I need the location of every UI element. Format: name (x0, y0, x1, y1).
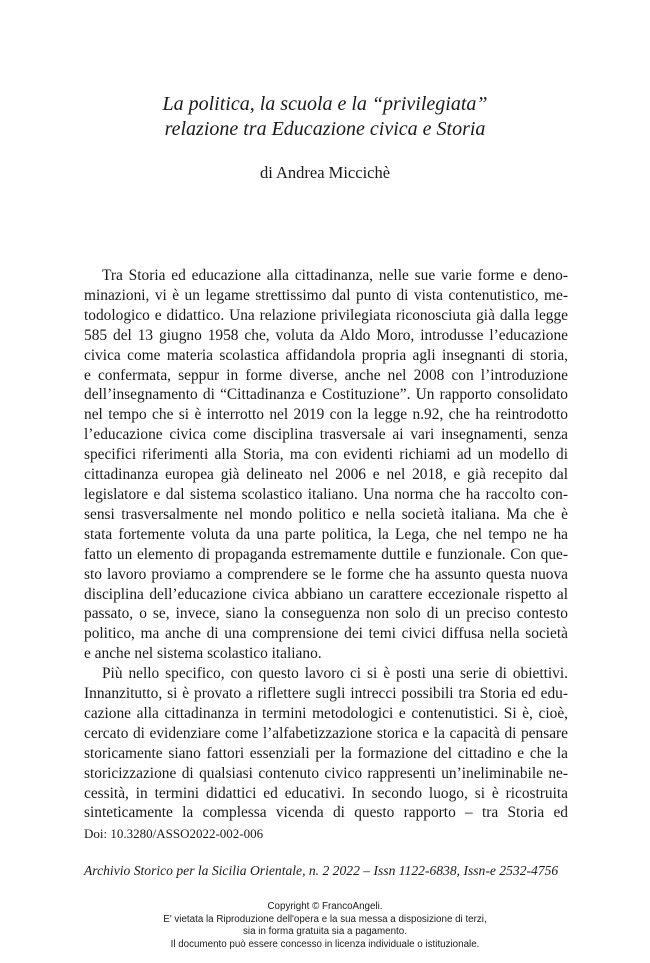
body-line: politico, ma anche di una comprensione dei temi civici diffusa nella società (84, 625, 568, 643)
body-line: sinteticamente la complessa vicenda di questo rapporto – tra Storia ed (84, 804, 568, 822)
body-line: storicizzazione di qualsiasi contenuto civico rappresenti un’ineliminabile ne- (84, 764, 568, 782)
copyright-line-1: Copyright © FrancoAngeli. (267, 901, 383, 912)
body-line: sto lavoro proviamo a comprendere se le forme che ha assunto questa nuova (84, 565, 568, 583)
doi-reference: Doi: 10.3280/ASSO2022-002-006 (84, 826, 264, 841)
journal-citation: Archivio Storico per la Sicilia Orientale, n. 2 2022 – Issn 1122-6838, Issn-e 2532-4756 (84, 863, 559, 878)
body-line: specifici riferimenti alla Storia, ma con evidenti richiami ad un modello di (84, 446, 568, 464)
body-line: sensi trasversalmente nel mondo politico e nella società italiana. Ma che è (84, 505, 568, 523)
body-line: nel tempo che si è interrotto nel 2019 con la legge n.92, che ha reintrodotto (84, 406, 568, 424)
body-line: Tra Storia ed educazione alla cittadinanza, nelle sue varie forme e deno- (102, 267, 568, 284)
body-line: cercato di evidenziare come l’alfabetizzazione storica e la capacità di pensare (84, 724, 568, 742)
body-line: stata fortemente voluta da una parte politica, la Lega, che nel tempo ne ha (84, 525, 568, 543)
body-line: civica come materia scolastica affidandola propria agli insegnanti di storia, (84, 346, 568, 364)
body-line: disciplina dell’educazione civica abbiano un carattere eccezionale rispetto al (84, 585, 568, 603)
copyright-line-2: E' vietata la Riproduzione dell'opera e la sua messa a disposizione di terzi, (163, 913, 487, 925)
body-line: e confermata, seppur in forme diverse, anche nel 2008 con l’introduzione (84, 366, 568, 384)
body-line: cittadinanza europea già delineato nel 2006 e nel 2018, e già recepito dal (84, 466, 568, 484)
article-title (80, 92, 570, 142)
body-line: e anche nel sistema scolastico italiano. (84, 645, 322, 663)
body-line: legislatore e dal sistema scolastico italiano. Una norma che ha raccolto con- (84, 485, 568, 503)
article-title-line-2: relazione tra Educazione civica e Storia (164, 118, 486, 140)
copyright-line-3: sia in forma gratuita sia a pagamento. (243, 926, 407, 937)
article-author: di Andrea Miccichè (259, 163, 391, 182)
body-line: passato, o se, invece, siano la conseguenza non solo di un preciso contesto (84, 605, 568, 623)
article-title-line-1: La politica, la scuola e la “privilegiata” (162, 93, 488, 115)
body-line: dell’insegnamento di “Cittadinanza e Costituzione”. Un rapporto consolidato (84, 386, 568, 404)
copyright-line-4: Il documento può essere concesso in licenza individuale o istituzionale. (170, 938, 480, 950)
body-line: cessità, in termini didattici ed educativi. In secondo luogo, si è ricostruita (84, 784, 568, 802)
body-line: fatto un elemento di propaganda estremamente duttile e funzionale. Con que- (84, 545, 568, 563)
body-line: Innanzitutto, si è provato a riflettere sugli intrecci possibili tra Storia ed edu- (84, 685, 568, 703)
body-line: cazione alla cittadinanza in termini metodologici e contenutistici. Si è, cioè, (84, 704, 568, 722)
body-line: l’educazione civica come disciplina trasversale ai vari insegnamenti, senza (84, 426, 568, 444)
body-line: storicamente siano fattori essenziali per la formazione del cittadino e che la (84, 744, 568, 762)
body-line: Più nello specifico, con questo lavoro ci si è posti una serie di obiettivi. (102, 665, 568, 683)
copyright-notice (80, 901, 570, 951)
body-line: todologico e didattico. Una relazione privilegiata riconosciuta già dalla legge (84, 306, 568, 324)
article-body (84, 266, 568, 823)
body-line: minazioni, vi è un legame strettissimo dal punto di vista contenutistico, me- (84, 286, 568, 304)
body-line: 585 del 13 giugno 1958 che, voluta da Aldo Moro, introdusse l’educazione (84, 326, 568, 344)
